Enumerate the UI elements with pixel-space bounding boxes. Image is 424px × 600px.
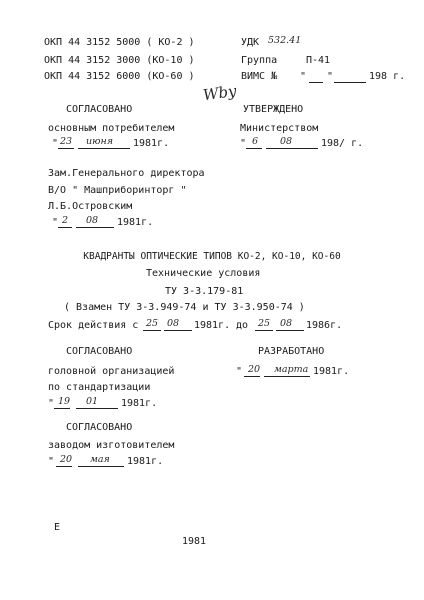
- manufacturer-year: 1981г.: [127, 456, 164, 467]
- left-approval-quote: ": [52, 138, 59, 149]
- deputy-day-line: [58, 227, 72, 228]
- left-approval-day-line: [58, 148, 74, 149]
- group-value: П-41: [306, 55, 331, 66]
- vims-month-line: [334, 82, 366, 83]
- validity-end-year: 1986г.: [306, 320, 343, 331]
- replaces-note: ( Взамен ТУ 3-3.949-74 и ТУ 3-3.950-74 ): [64, 302, 305, 313]
- validity-start-day: 25: [146, 318, 159, 329]
- vims-year: 198 г.: [369, 71, 406, 82]
- validity-end-month-line: [276, 330, 304, 331]
- vims-quote-close: ": [327, 71, 334, 82]
- left-approval-heading: СОГЛАСОВАНО: [66, 104, 133, 115]
- deputy-month: 08: [86, 215, 99, 226]
- right-approval-month: 08: [280, 136, 293, 147]
- right-approval-day: 6: [252, 136, 259, 147]
- document-title: КВАДРАНТЫ ОПТИЧЕСКИЕ ТИПОВ КО-2, КО-10, КО-60: [83, 251, 341, 262]
- right-approval-line: Министерством: [240, 123, 319, 134]
- validity-end-month: 08: [280, 318, 293, 329]
- udk-value: 532.41: [268, 35, 302, 46]
- head-org-line1: головной организацией: [48, 366, 175, 377]
- validity-start-day-line: [143, 330, 161, 331]
- validity-start-month: 08: [167, 318, 180, 329]
- deputy-month-line: [76, 227, 114, 228]
- head-org-day-line: [54, 408, 70, 409]
- okp-code-ko60: ОКП 44 3152 6000 (КО-60 ): [44, 71, 195, 82]
- deputy-day: 2: [62, 215, 69, 226]
- validity-end-day-line: [255, 330, 273, 331]
- left-approval-line: основным потребителем: [48, 123, 175, 134]
- deputy-quote: ": [52, 217, 59, 228]
- validity-start-year: 1981г.: [194, 320, 231, 331]
- right-approval-day-line: [246, 148, 262, 149]
- manufacturer-day-line: [56, 466, 72, 467]
- developed-month-line: [264, 376, 310, 377]
- developed-year: 1981г.: [313, 366, 350, 377]
- okp-code-ko10: ОКП 44 3152 3000 (КО-10 ): [44, 55, 195, 66]
- left-approval-year: 1981г.: [133, 138, 170, 149]
- developed-month: марта: [274, 364, 309, 375]
- vims-quote-open: ": [300, 71, 307, 82]
- right-approval-year: 198/ г.: [321, 138, 364, 149]
- head-org-day: 19: [58, 396, 71, 407]
- left-approval-month: июня: [86, 136, 114, 147]
- developed-day: 20: [248, 364, 261, 375]
- head-org-quote: ": [48, 398, 55, 409]
- head-org-line2: по стандартизации: [48, 382, 151, 393]
- footer-letter: Е: [54, 522, 61, 533]
- group-label: Группа: [241, 55, 278, 66]
- vims-day-line: [309, 82, 323, 83]
- head-org-month: 01: [86, 396, 99, 407]
- validity-start-month-line: [164, 330, 192, 331]
- vims-label: ВИМС №: [241, 71, 278, 82]
- deputy-year: 1981г.: [117, 217, 154, 228]
- left-approval-month-line: [78, 148, 130, 149]
- manufacturer-quote: ": [48, 456, 55, 467]
- manufacturer-heading: СОГЛАСОВАНО: [66, 422, 133, 433]
- manufacturer-month-line: [78, 466, 124, 467]
- manufacturer-day: 20: [60, 454, 73, 465]
- validity-end-day: 25: [258, 318, 271, 329]
- tu-number: ТУ 3-3.179-81: [165, 286, 244, 297]
- head-org-heading: СОГЛАСОВАНО: [66, 346, 133, 357]
- developed-quote: ": [236, 366, 243, 377]
- validity-label: Срок действия с: [48, 320, 139, 331]
- okp-code-ko2: ОКП 44 3152 5000 ( КО-2 ): [44, 37, 195, 48]
- head-org-year: 1981г.: [121, 398, 158, 409]
- signature-mark: Wby: [201, 81, 238, 105]
- validity-until: до: [236, 320, 249, 331]
- developed-heading: РАЗРАБОТАНО: [258, 346, 325, 357]
- right-approval-month-line: [266, 148, 318, 149]
- manufacturer-line1: заводом изготовителем: [48, 440, 175, 451]
- footer-year: 1981: [182, 536, 207, 547]
- head-org-month-line: [76, 408, 118, 409]
- document-subtitle: Технические условия: [146, 268, 261, 279]
- right-approval-heading: УТВЕРЖДЕНО: [243, 104, 304, 115]
- deputy-line3: Л.Б.Островским: [48, 201, 133, 212]
- deputy-line1: Зам.Генерального директора: [48, 168, 205, 179]
- developed-day-line: [244, 376, 260, 377]
- deputy-line2: В/О " Машприборинторг ": [48, 185, 187, 196]
- right-approval-quote: ": [240, 138, 247, 149]
- udk-label: УДК: [241, 37, 260, 48]
- left-approval-day: 23: [60, 136, 73, 147]
- manufacturer-month: мая: [90, 454, 110, 465]
